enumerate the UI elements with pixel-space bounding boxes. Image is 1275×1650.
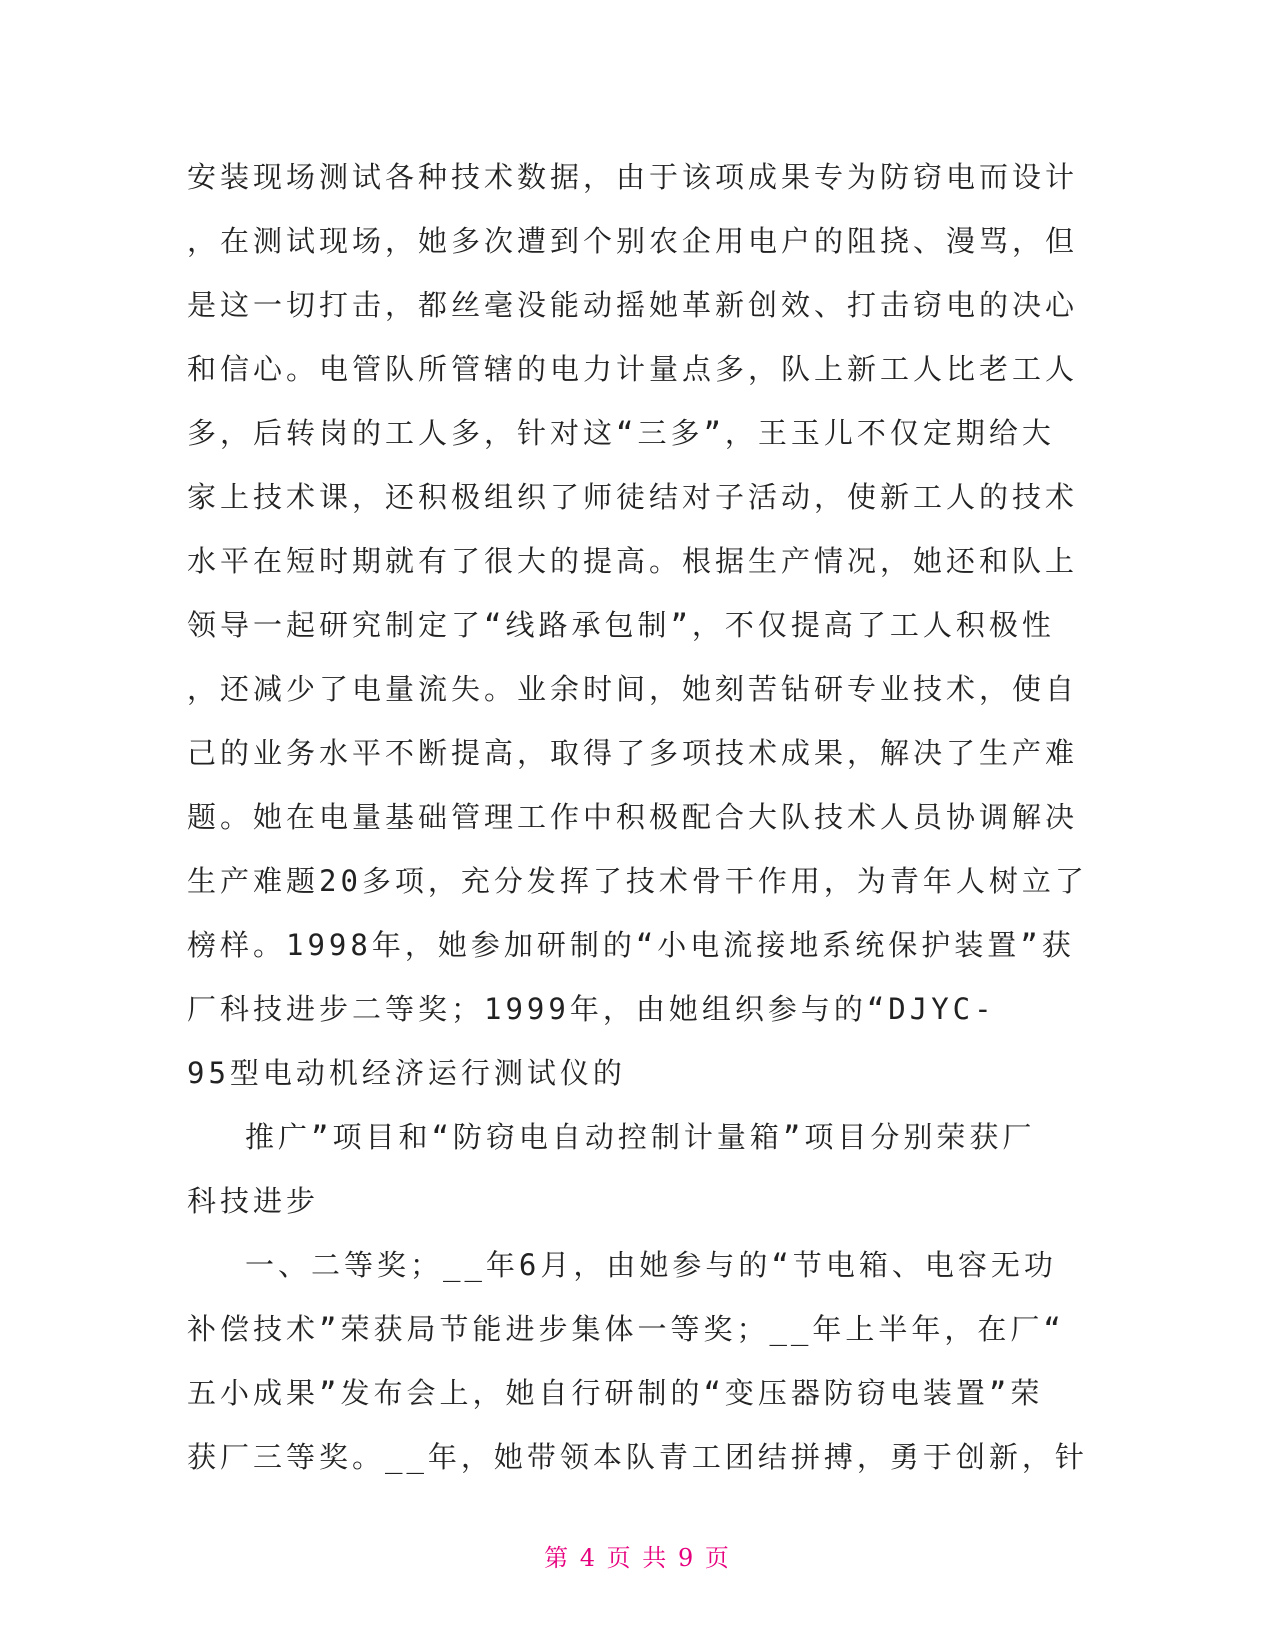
- text-line: 水平在短时期就有了很大的提高。根据生产情况，她还和队上: [187, 544, 1079, 578]
- text-line: 科技进步: [187, 1184, 320, 1218]
- text-line: 领导一起研究制定了“线路承包制”，不仅提高了工人积极性: [187, 608, 1055, 642]
- text-line: 生产难题20多项，充分发挥了技术骨干作用，为青年人树立了: [187, 864, 1088, 898]
- text-line: 95型电动机经济运行测试仪的: [187, 1056, 626, 1090]
- text-line: 家上技术课，还积极组织了师徒结对子活动，使新工人的技术: [187, 480, 1079, 514]
- paragraph-3: [187, 1233, 1087, 1489]
- text-line: 获厂三等奖。__年，她带领本队青工团结拼搏，勇于创新，针: [187, 1440, 1088, 1474]
- text-line: 和信心。电管队所管辖的电力计量点多，队上新工人比老工人: [187, 352, 1079, 386]
- text-line: 推广”项目和“防窃电自动控制计量箱”项目分别荣获厂: [245, 1120, 1036, 1154]
- text-line: ，在测试现场，她多次遭到个别农企用电户的阻挠、漫骂，但: [187, 224, 1079, 258]
- page-number-footer: 第 4 页 共 9 页: [544, 1544, 731, 1572]
- text-line: 榜样。1998年，她参加研制的“小电流接地系统保护装置”获: [187, 928, 1075, 962]
- text-line: 厂科技进步二等奖；1999年，由她组织参与的“DJYC-: [187, 992, 996, 1026]
- text-line: 多，后转岗的工人多，针对这“三多”，王玉儿不仅定期给大: [187, 416, 1055, 450]
- paragraph-2: [187, 1105, 1087, 1233]
- text-line: ，还减少了电量流失。业余时间，她刻苦钻研专业技术，使自: [187, 672, 1079, 706]
- text-line: 安装现场测试各种技术数据，由于该项成果专为防窃电而设计: [187, 160, 1079, 194]
- paragraph-1: [187, 145, 1087, 1105]
- text-line: 五小成果”发布会上，她自行研制的“变压器防窃电装置”荣: [187, 1376, 1044, 1410]
- text-line: 题。她在电量基础管理工作中积极配合大队技术人员协调解决: [187, 800, 1079, 834]
- text-line: 补偿技术”荣获局节能进步集体一等奖；__年上半年，在厂“: [187, 1312, 1065, 1346]
- text-line: 己的业务水平不断提高，取得了多项技术成果，解决了生产难: [187, 736, 1079, 770]
- text-line: 一、二等奖；__年6月，由她参与的“节电箱、电容无功: [245, 1248, 1057, 1282]
- document-body: [187, 145, 1087, 1489]
- text-line: 是这一切打击，都丝毫没能动摇她革新创效、打击窃电的决心: [187, 288, 1079, 322]
